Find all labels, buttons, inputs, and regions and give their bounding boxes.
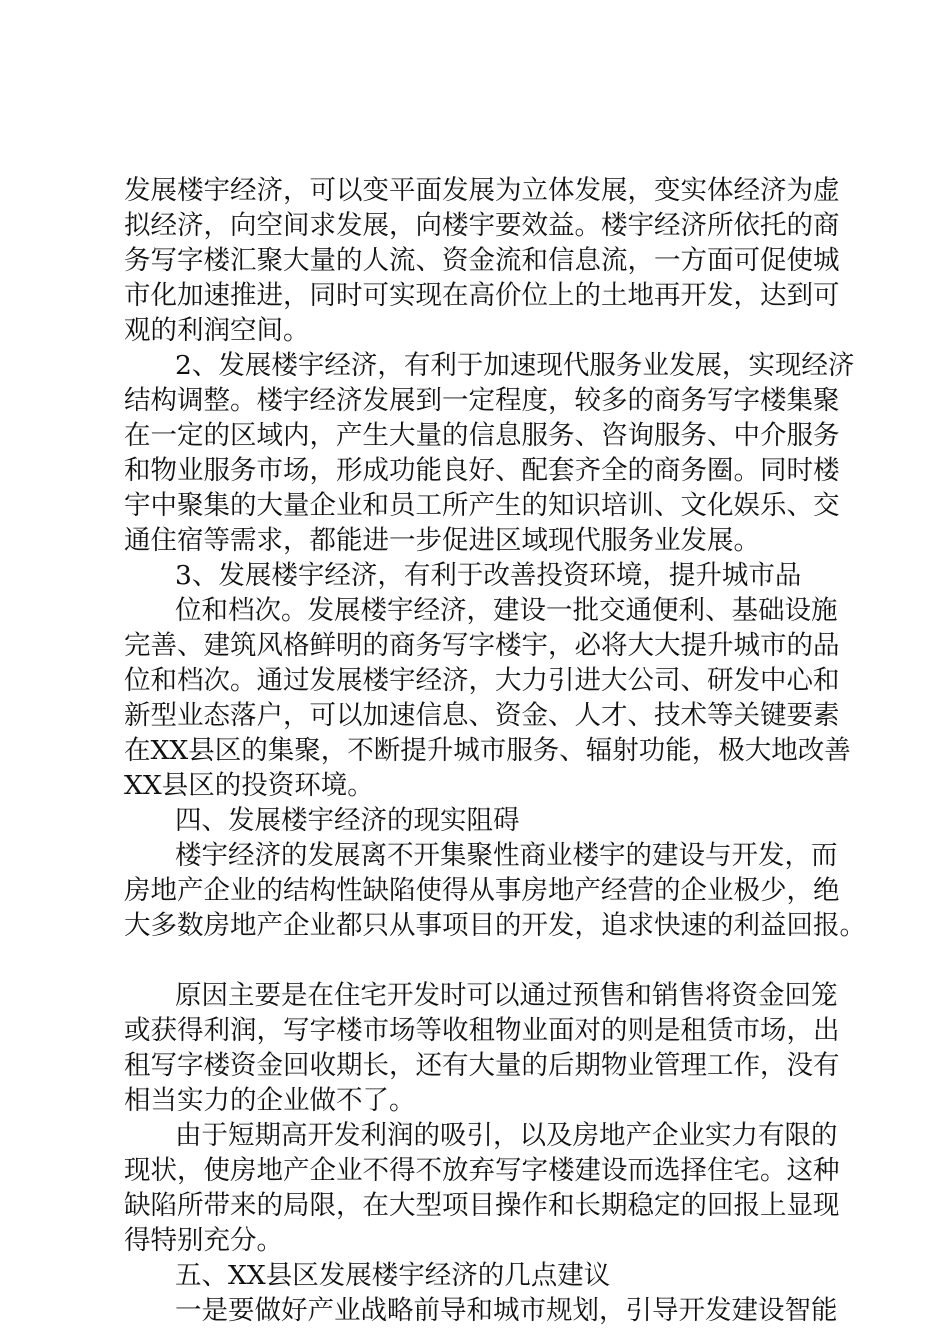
body-text-line: 和物业服务市场，形成功能良好、配套齐全的商务圈。同时楼: [124, 455, 840, 486]
body-text-line: 发展楼宇经济，可以变平面发展为立体发展，变实体经济为虚: [124, 175, 840, 206]
body-text-line: 位和档次。发展楼宇经济，建设一批交通便利、基础设施: [175, 595, 838, 626]
body-text-line: 新型业态落户，可以加速信息、资金、人才、技术等关键要素: [124, 700, 840, 731]
body-text-line: 务写字楼汇聚大量的人流、资金流和信息流，一方面可促使城: [124, 245, 840, 276]
body-text-line: 楼宇经济的发展离不开集聚性商业楼宇的建设与开发，而: [175, 840, 838, 871]
body-text-line: 现状，使房地产企业不得不放弃写字楼建设而选择住宅。这种: [124, 1155, 840, 1186]
body-text-line: 相当实力的企业做不了。: [124, 1085, 416, 1116]
body-text-line: 2、发展楼宇经济，有利于加速现代服务业发展，实现经济: [175, 350, 855, 381]
body-text-line: XX县区的投资环境。: [124, 770, 374, 801]
body-text-line: 在一定的区域内，产生大量的信息服务、咨询服务、中介服务: [124, 420, 840, 451]
body-text-line: 拟经济，向空间求发展，向楼宇要效益。楼宇经济所依托的商: [124, 210, 840, 241]
body-text-line: 结构调整。楼宇经济发展到一定程度，较多的商务写字楼集聚: [124, 385, 840, 416]
body-text-line: 原因主要是在住宅开发时可以通过预售和销售将资金回笼: [175, 980, 838, 1011]
body-text-line: 由于短期高开发利润的吸引，以及房地产企业实力有限的: [175, 1120, 838, 1151]
body-text-line: 市化加速推进，同时可实现在高价位上的土地再开发，达到可: [124, 280, 840, 311]
body-text-line: 完善、建筑风格鲜明的商务写字楼宇，必将大大提升城市的品: [124, 630, 840, 661]
body-text-line: 在XX县区的集聚，不断提升城市服务、辐射功能，极大地改善: [124, 735, 851, 766]
body-text-line: 大多数房地产企业都只从事项目的开发，追求快速的利益回报。: [124, 910, 866, 941]
body-text-line: 位和档次。通过发展楼宇经济，大力引进大公司、研发中心和: [124, 665, 840, 696]
body-text-line: 租写字楼资金回收期长，还有大量的后期物业管理工作，没有: [124, 1050, 840, 1081]
body-text-line: 得特别充分。: [124, 1225, 283, 1256]
section-heading: 五、XX县区发展楼宇经济的几点建议: [175, 1260, 611, 1291]
body-text-line: 通住宿等需求，都能进一步促进区域现代服务业发展。: [124, 525, 760, 556]
body-text-line: 观的利润空间。: [124, 315, 310, 346]
body-text-line: 3、发展楼宇经济，有利于改善投资环境，提升城市品: [175, 560, 802, 591]
body-text-line: 缺陷所带来的局限，在大型项目操作和长期稳定的回报上显现: [124, 1190, 840, 1221]
section-heading: 四、发展楼宇经济的现实阻碍: [175, 805, 520, 836]
body-text-line: 房地产企业的结构性缺陷使得从事房地产经营的企业极少，绝: [124, 875, 840, 906]
body-text-line: 一是要做好产业战略前导和城市规划，引导开发建设智能: [175, 1295, 838, 1326]
body-text-line: 或获得利润，写字楼市场等收租物业面对的则是租赁市场，出: [124, 1015, 840, 1046]
body-text-line: 宇中聚集的大量企业和员工所产生的知识培训、文化娱乐、交: [124, 490, 840, 521]
